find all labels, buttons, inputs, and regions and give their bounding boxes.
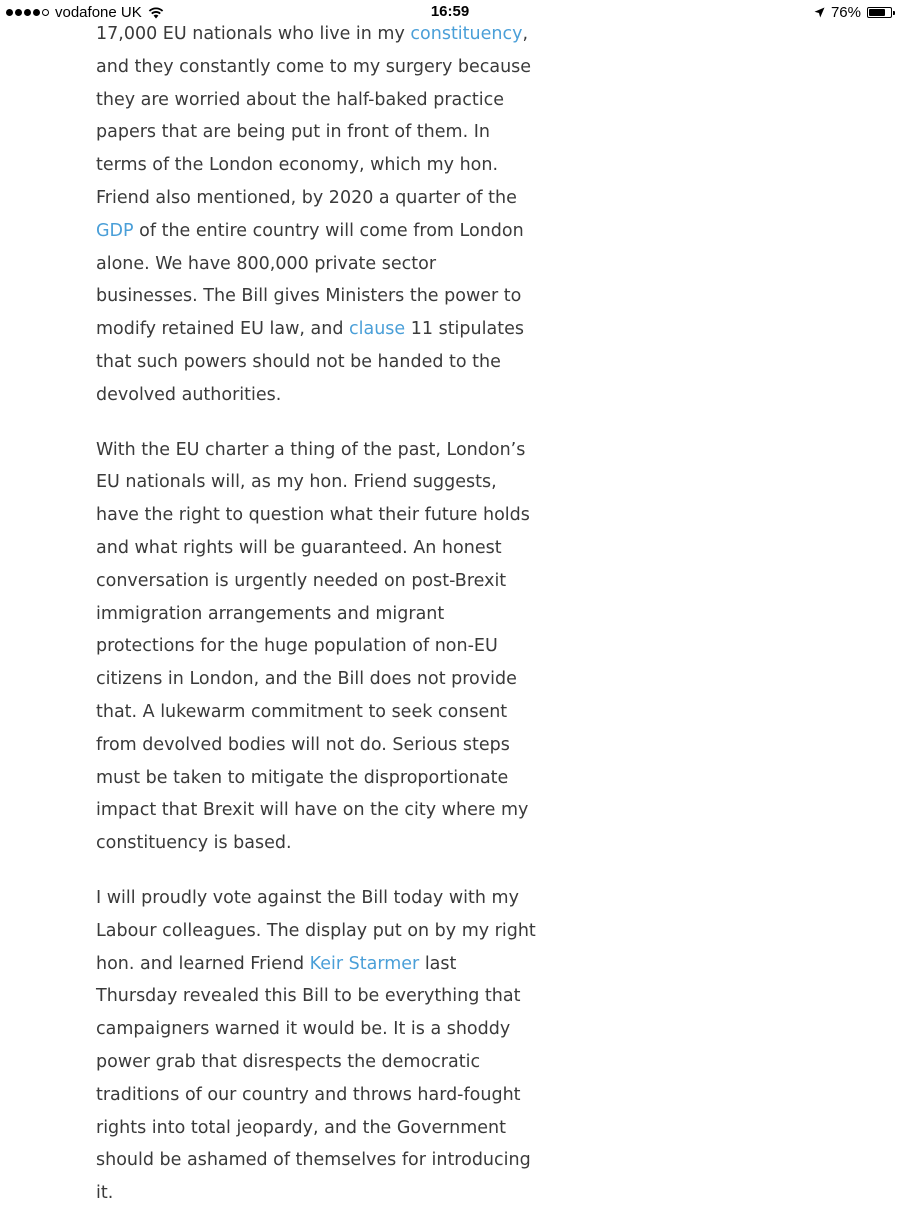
- article-paragraph: [96, 882, 541, 1210]
- battery-percent: 76%: [830, 3, 861, 21]
- term-link-constituency[interactable]: constituency: [410, 24, 523, 44]
- battery-icon: [867, 7, 892, 18]
- paragraph-text: I will proudly vote against the Bill today with my Labour colleagues. The display put on by my right hon. and learned Friend: [96, 887, 536, 974]
- carrier-name: vodafone UK: [55, 3, 142, 21]
- paragraph-text: of the entire country will come from London alone. We have 800,000 private sector businesses. The Bill gives Ministers the power to modify retained EU law, and: [96, 220, 524, 340]
- article-paragraph: [96, 434, 541, 860]
- article-paragraph: [96, 18, 541, 412]
- paragraph-text: 17,000 EU nationals who live in my: [96, 24, 411, 44]
- clock-time: 16:59: [430, 3, 470, 20]
- paragraph-text: 11 stipulates that such powers should not be handed to the devolved authorities.: [96, 319, 524, 405]
- paragraph-text: With the EU charter a thing of the past, London’s EU nationals will, as my hon. Friend suggests, have the right to question what their future holds and what rights will be guaranteed. An honest conversation is urgently needed on post-Brexit immigration arrangements and migrant protections for the huge population of non-EU citizens in London, and the Bill does not provide that. A lukewarm commitment to seek consent from devolved bodies will not do. Serious steps must be taken to mitigate the disproportionate impact that Brexit will have on the city where my constituency is based.: [96, 439, 530, 854]
- term-link-clause[interactable]: clause: [349, 319, 406, 340]
- location-arrow-icon: [814, 7, 825, 18]
- term-link-keir-starmer[interactable]: Keir Starmer: [309, 953, 420, 974]
- term-link-gdp[interactable]: GDP: [96, 220, 134, 241]
- battery-level-fill: [869, 9, 885, 16]
- status-bar-right: [814, 3, 892, 21]
- battery-tip: [893, 11, 895, 15]
- article-body: [96, 18, 541, 1232]
- paragraph-text: , and they constantly come to my surgery because they are worried about the half-baked practice papers that are being put in front of them. In terms of the London economy, which my hon. Friend also mentioned, by 2020 a quarter of the: [96, 24, 532, 208]
- status-bar: [0, 0, 900, 24]
- paragraph-text: last Thursday revealed this Bill to be everything that campaigners warned it would be. It is a shoddy power grab that disrespects the democratic traditions of our country and throws hard-fought rights into total jeopardy, and the Government should be ashamed of themselves for introducing it.: [96, 953, 531, 1204]
